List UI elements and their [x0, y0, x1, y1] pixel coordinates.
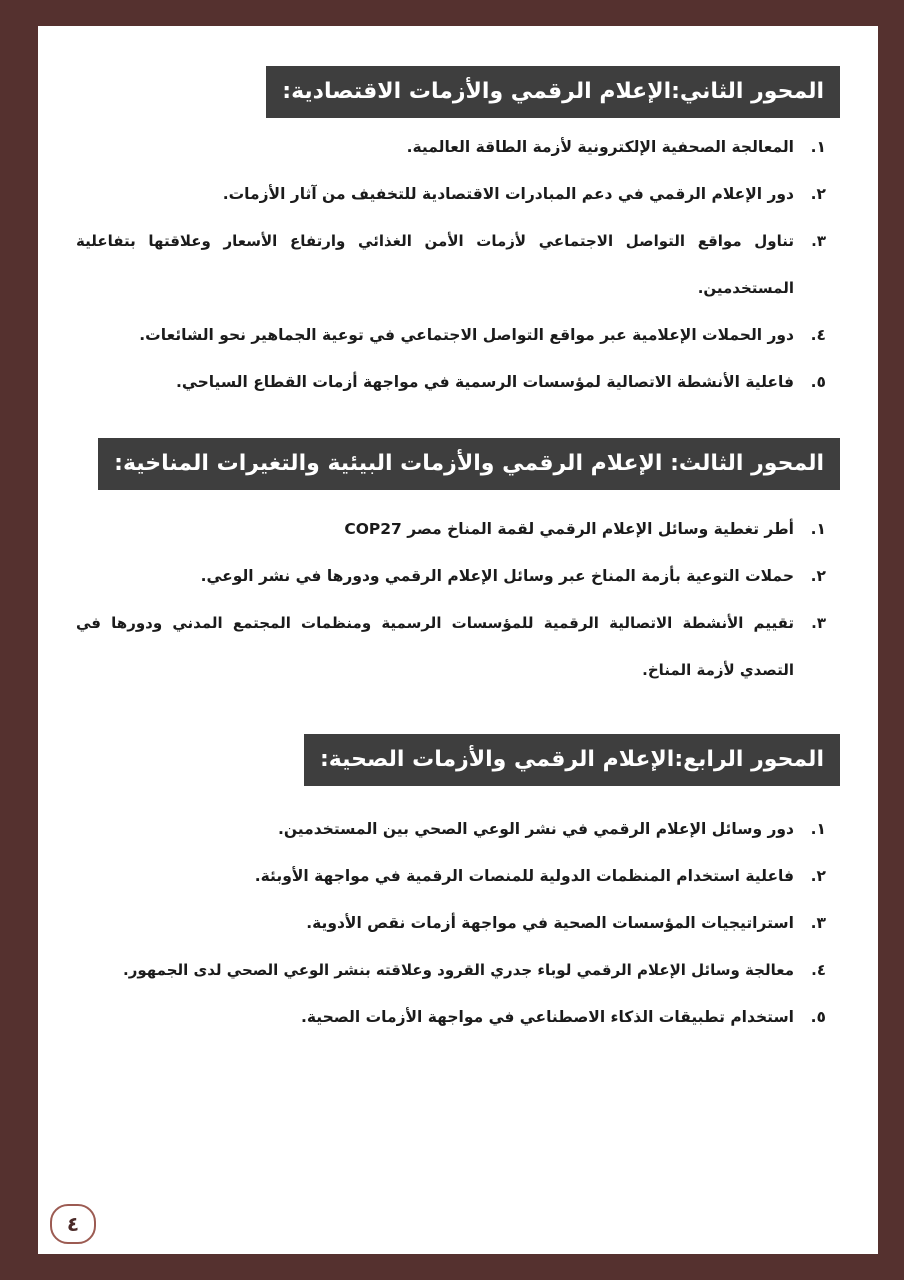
item-number: ٥. — [810, 1008, 826, 1026]
item-number: ٣. — [811, 232, 826, 250]
item-number: ٤. — [810, 326, 826, 344]
list-item — [76, 600, 840, 694]
item-text: المعالجة الصحفية الإلكترونية لأزمة الطاقة العالمية. — [406, 138, 794, 156]
section-heading: المحور الثالث: الإعلام الرقمي والأزمات البيئية والتغيرات المناخية: — [98, 438, 840, 490]
list-item — [76, 171, 840, 218]
section-items — [76, 806, 840, 1041]
list-item — [76, 900, 840, 947]
section-environmental-crises — [76, 438, 840, 694]
item-text: استراتيجيات المؤسسات الصحية في مواجهة أزمات نقص الأدوية. — [306, 914, 794, 932]
item-number: ١. — [810, 138, 826, 156]
item-number: ٣. — [810, 914, 826, 932]
item-number: ٢. — [810, 185, 826, 203]
list-item — [76, 806, 840, 853]
item-text: دور الإعلام الرقمي في دعم المبادرات الاقتصادية للتخفيف من آثار الأزمات. — [222, 185, 794, 203]
list-item — [76, 359, 840, 406]
document-page — [38, 26, 878, 1254]
section-heading: المحور الثاني:الإعلام الرقمي والأزمات الاقتصادية: — [266, 66, 840, 118]
item-number: ١. — [810, 820, 826, 838]
list-item — [76, 124, 840, 171]
list-item — [76, 218, 840, 312]
list-item — [76, 853, 840, 900]
section-heading: المحور الرابع:الإعلام الرقمي والأزمات الصحية: — [304, 734, 840, 786]
page-number: ٤ — [50, 1204, 96, 1244]
item-number: ٣. — [811, 614, 826, 632]
item-text: معالجة وسائل الإعلام الرقمي لوباء جدري القرود وعلاقته بنشر الوعي الصحي لدى الجمهور. — [123, 961, 794, 979]
section-items — [76, 506, 840, 694]
list-item — [76, 994, 840, 1041]
item-number: ١. — [810, 520, 826, 538]
item-text: تقييم الأنشطة الاتصالية الرقمية للمؤسسات الرسمية ومنظمات المجتمع المدني ودورها في التصدي لأزمة المناخ. — [76, 614, 794, 679]
item-text: تناول مواقع التواصل الاجتماعي لأزمات الأمن الغذائي وارتفاع الأسعار وعلاقتها بتفاعلية المستخدمين. — [76, 232, 794, 297]
list-item — [76, 947, 840, 994]
section-economic-crises — [76, 66, 840, 406]
item-number: ٢. — [810, 867, 826, 885]
item-number: ٤. — [811, 961, 826, 979]
item-text: فاعلية استخدام المنظمات الدولية للمنصات الرقمية في مواجهة الأوبئة. — [254, 867, 794, 885]
item-number: ٢. — [810, 567, 826, 585]
list-item — [76, 506, 840, 553]
section-items — [76, 124, 840, 406]
list-item — [76, 312, 840, 359]
item-text: أطر تغطية وسائل الإعلام الرقمي لقمة المناخ مصر COP27 — [344, 520, 794, 538]
section-health-crises — [76, 734, 840, 1041]
list-item — [76, 553, 840, 600]
item-number: ٥. — [810, 373, 826, 391]
item-text: استخدام تطبيقات الذكاء الاصطناعي في مواجهة الأزمات الصحية. — [301, 1008, 794, 1026]
item-text: حملات التوعية بأزمة المناخ عبر وسائل الإعلام الرقمي ودورها في نشر الوعي. — [200, 567, 794, 585]
item-text: دور وسائل الإعلام الرقمي في نشر الوعي الصحي بين المستخدمين. — [277, 820, 794, 838]
item-text: فاعلية الأنشطة الاتصالية لمؤسسات الرسمية في مواجهة أزمات القطاع السياحي. — [176, 373, 794, 391]
item-text: دور الحملات الإعلامية عبر مواقع التواصل الاجتماعي في توعية الجماهير نحو الشائعات. — [139, 326, 794, 344]
